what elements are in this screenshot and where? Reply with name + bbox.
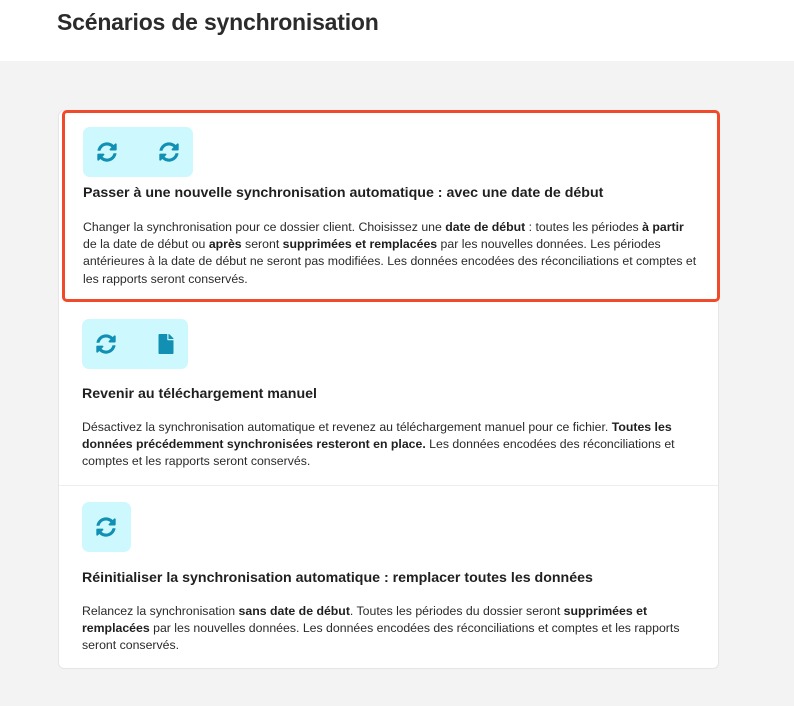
description-text: de la date de début ou xyxy=(83,237,209,252)
description-text: Changer la synchronisation pour ce dossier client. Choisissez une xyxy=(83,220,446,234)
emphasis-text: Toutes les données précédemment synchronisées resteront en place. xyxy=(82,420,672,452)
scenario-title: Passer à une nouvelle synchronisation automatique : avec une date de début xyxy=(83,185,604,201)
emphasis-text: sans date de début xyxy=(238,604,350,618)
scenario-description xyxy=(82,603,690,655)
scenario-revert-manual-upload[interactable] xyxy=(59,302,718,486)
scenario-new-sync-with-start-date[interactable] xyxy=(62,110,720,302)
description-text: Désactivez la synchronisation automatique et revenez au téléchargement manuel pour ce fichier. xyxy=(82,420,612,434)
scenario-description xyxy=(83,219,698,288)
scenario-icons xyxy=(83,127,193,177)
scenario-title: Réinitialiser la synchronisation automatique : remplacer toutes les données xyxy=(82,570,593,586)
emphasis-text: à partir xyxy=(642,220,684,234)
description-text: . Toutes les périodes du dossier seront xyxy=(349,604,564,618)
scenario-reset-automatic-sync[interactable] xyxy=(59,486,718,668)
description-text: : toutes les périodes xyxy=(525,220,643,234)
description-text: seront xyxy=(241,237,283,252)
page-title: Scénarios de synchronisation xyxy=(57,9,379,35)
sync-icon xyxy=(159,142,179,162)
description-text: Relancez la synchronisation xyxy=(82,604,239,618)
sync-icon xyxy=(96,517,116,537)
description-text: Les données encodées des réconciliations et comptes et les rapports seront conservés. xyxy=(82,437,675,469)
emphasis-text: après xyxy=(208,237,242,252)
scenario-title: Revenir au téléchargement manuel xyxy=(82,386,317,402)
scenario-icons xyxy=(82,502,131,552)
description-text: par les nouvelles données. Les données encodées des réconciliations et comptes et les rapports seront conservés. xyxy=(82,621,680,653)
emphasis-text: supprimées et remplacées xyxy=(82,604,648,636)
emphasis-text: date de début xyxy=(445,220,526,234)
scenarios-card xyxy=(58,110,719,669)
page-header xyxy=(0,0,794,61)
emphasis-text: supprimées et remplacées xyxy=(282,237,438,252)
scenario-description xyxy=(82,419,694,471)
description-text: par les nouvelles données. Les périodes antérieures à la date de début ne seront pas modifiées. Les données encodées des réconciliations et comptes et les rapports seront conservés. xyxy=(83,237,697,286)
scenario-icons xyxy=(82,319,188,369)
sync-icon xyxy=(96,334,116,354)
file-icon xyxy=(156,334,176,354)
sync-icon xyxy=(97,142,117,162)
